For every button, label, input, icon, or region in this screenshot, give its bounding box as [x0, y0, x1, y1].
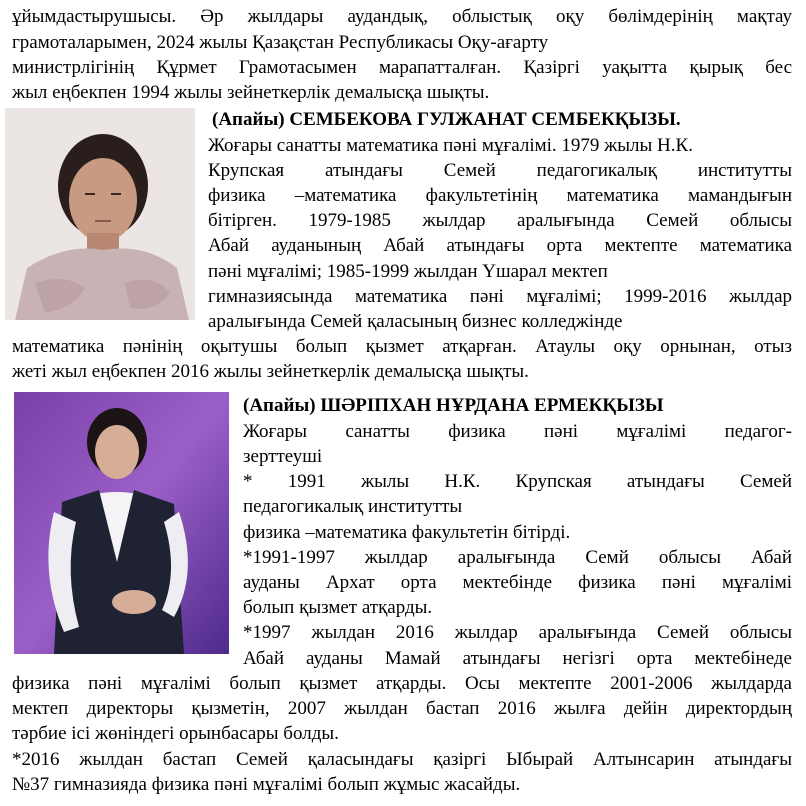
teacher2-line: №37 гимназияда физика пәні мұғалімі болып жұмыс жасайды. [12, 774, 521, 795]
intro-line: министрлігінің Құрмет Грамотасымен марапатталған. Қазіргі уақытта қырық бес [12, 57, 792, 78]
teacher1-line: пәні мұғалімі; 1985-1999 жылдан Үшарал мектеп [208, 261, 608, 282]
teacher1-line: математика пәнінің оқытушы болып қызмет атқарған. Атаулы оқу орнынан, отыз [12, 336, 792, 357]
teacher1-line: Абай ауданының Абай атындағы орта мектепте математика [208, 235, 792, 256]
teacher2-line: ауданы Архат орта мектебінде физика пәні мұғалімі [243, 572, 792, 593]
teacher1-photo [5, 108, 195, 320]
teacher2-line: *1991-1997 жылдар аралығында Семй облысы Абай [243, 547, 792, 568]
teacher2-line: Жоғары санатты физика пәні мұғалімі педагог- [243, 421, 792, 442]
teacher2-line: педагогикалық институтты [243, 496, 463, 517]
teacher1-name-text: (Апайы) СЕМБЕКОВА ГУЛЖАНАТ СЕМБЕКҚЫЗЫ [212, 109, 676, 130]
teacher1-line: гимназиясында математика пәні мұғалімі; 1999-2016 жылдар [208, 286, 792, 307]
intro-line: жыл еңбекпен 1994 жылы зейнеткерлік демалысқа шықты. [12, 82, 490, 103]
teacher2-line: *1997 жылдан 2016 жылдар аралығында Семей облысы [243, 622, 792, 643]
teacher1-line: жеті жыл еңбекпен 2016 жылы зейнеткерлік демалысқа шықты. [12, 361, 529, 382]
teacher2-line: тәрбие ісі жөніндегі орынбасары болды. [12, 723, 339, 744]
teacher1-line: аралығында Семей қаласының бизнес колледжінде [208, 311, 623, 332]
teacher2-line: * 1991 жылы Н.К. Крупская атындағы Семей [243, 471, 792, 492]
teacher1-line: Крупская атындағы Семей педагогикалық институтты [208, 160, 792, 181]
teacher1-name-suffix: . [675, 109, 681, 130]
teacher2-line: физика –математика факультетін бітірді. [243, 522, 571, 543]
teacher2-line: Абай ауданы Мамай атындағы негізгі орта мектебінеде [243, 648, 792, 669]
teacher2-line: физика пәні мұғалімі болып қызмет атқарды. Осы мектепте 2001-2006 жылдарда [12, 673, 792, 694]
teacher2-photo [14, 392, 229, 654]
teacher1-name [212, 109, 792, 131]
intro-line: ұйымдастырушысы. Әр жылдары аудандық, облыстық оқу бөлімдерінің мақтау [12, 6, 792, 27]
teacher1-line: бітірген. 1979-1985 жылдар аралығында Семей облысы [208, 210, 792, 231]
teacher2-name: (Апайы) ШӘРІПХАН НҰРДАНА ЕРМЕКҚЫЗЫ [243, 395, 664, 416]
teacher2-line: зерттеуші [243, 446, 323, 467]
teacher1-line: Жоғары санатты математика пәні мұғалімі. 1979 жылы Н.К. [208, 135, 693, 156]
teacher2-line: болып қызмет атқарды. [243, 597, 433, 618]
teacher1-line: физика –математика факультетінің математика мамандығын [208, 185, 792, 206]
teacher2-line: *2016 жылдан бастап Семей қаласындағы қазіргі Ыбырай Алтынсарин атындағы [12, 749, 792, 770]
intro-line: грамоталарымен, 2024 жылы Қазақстан Республикасы Оқу-ағарту [12, 32, 549, 53]
teacher2-line: мектеп директоры қызметін, 2007 жылдан бастап 2016 жылға дейін директордың [12, 698, 792, 719]
